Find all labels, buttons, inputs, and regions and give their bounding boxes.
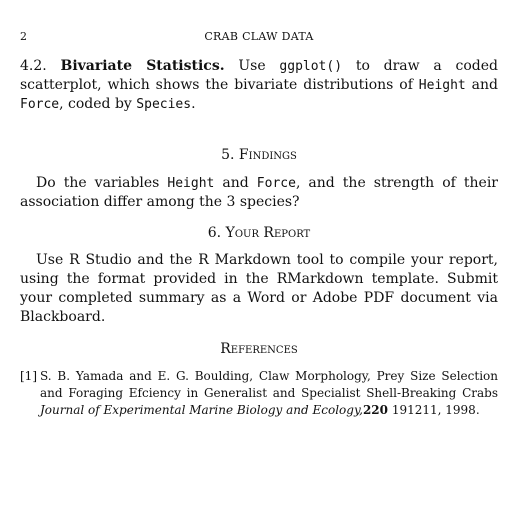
running-head [20,30,498,46]
code-force-2: Force [256,176,296,191]
section-6-number: 6. [207,225,222,241]
reference-authors-title: S. B. Yamada and E. G. Boulding, Claw Morphology, Prey Size Selection and Foraging Efciency in Generalist and Specialist Shell-Breaking Crabs [40,369,498,400]
section-5-text-2: and [222,175,249,191]
section-5-paragraph [20,174,498,212]
section-5-heading [20,146,498,164]
reference-label: [1] [20,369,37,383]
section-4-2-text-1: Use [238,58,266,74]
section-4-2-title: Bivariate Statistics. [60,58,225,74]
section-4-2-text-2: to draw a coded scatterplot, which shows the bivariate distributions of [20,58,499,93]
reference-journal: Journal of Experimental Marine Biology and Ecology, [40,403,363,417]
running-title: CRAB CLAW DATA [204,30,314,43]
references-title: References [220,341,298,357]
section-5-text-3: , and the strength of their association differ among the 3 species? [20,175,498,210]
section-6-heading [20,224,498,242]
code-species: Species [136,97,192,112]
reference-pages-year: 191211, 1998. [391,403,480,417]
section-5-title: Findings [238,147,297,163]
page-number: 2 [20,30,28,43]
section-5-number: 5. [221,147,235,163]
reference-body [40,368,498,419]
section-4-2-paragraph [20,57,498,114]
code-force: Force [20,97,60,112]
section-6-paragraph: Use R Studio and the R Markdown tool to compile your report, using the format provided in the RMarkdown template. Submit your completed summary as a Word or Adobe PDF document via Blackboard. [20,252,498,325]
section-4-2-number: 4.2. [20,58,47,74]
section-5-text-1: Do the variables [36,175,160,191]
code-height-2: Height [167,176,215,191]
section-4-2-text-5: . [191,96,196,112]
section-6-title: Your Report [225,225,311,241]
reference-item [20,368,498,419]
code-ggplot: ggplot() [279,59,343,74]
references-heading [20,340,498,358]
reference-volume: 220 [362,403,389,417]
section-4-2-text-3: and [471,77,498,93]
code-height: Height [418,78,466,93]
document-page [20,0,498,506]
section-4-2-text-4: , coded by [59,96,132,112]
